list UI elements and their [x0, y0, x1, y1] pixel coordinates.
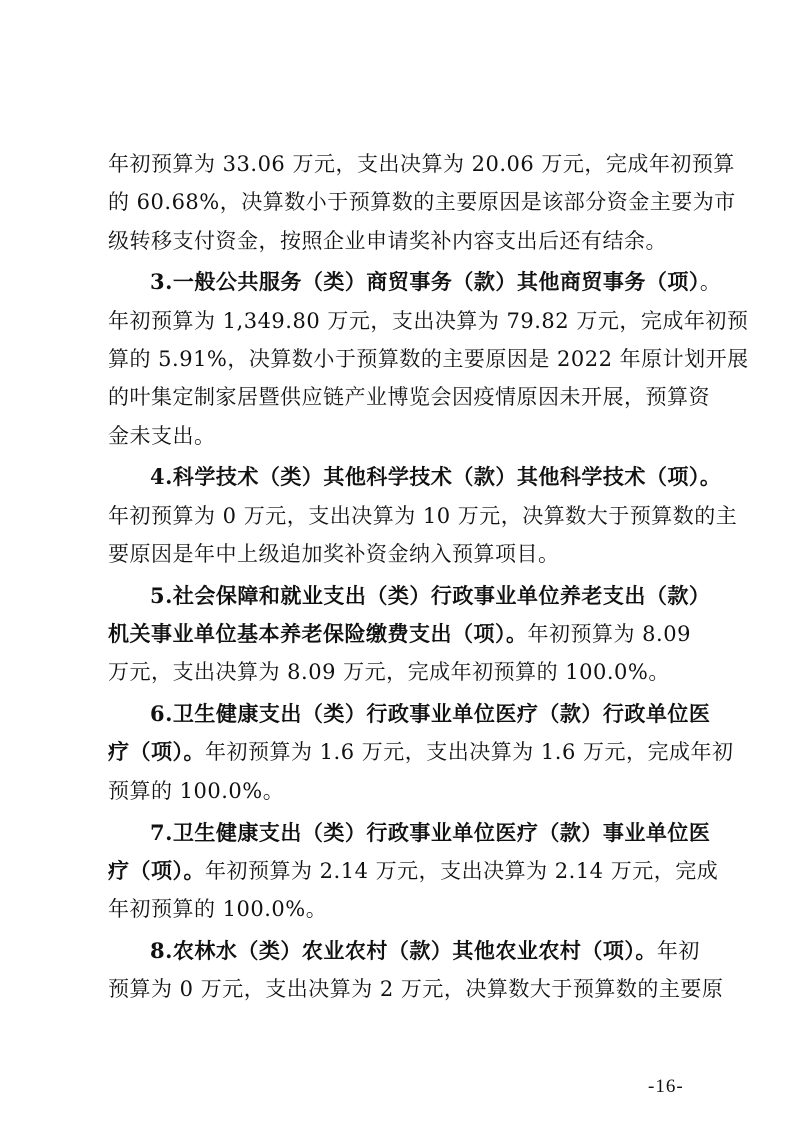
item-heading: 疗（项）。 — [108, 857, 205, 883]
line-text: 要原因是年中上级追加奖补资金纳入预算项目。 — [108, 541, 560, 566]
line-text: 年初预算为 1.6 万元，支出决算为 1.6 万元，完成年初 — [205, 740, 734, 765]
item-heading-line — [108, 615, 692, 653]
paragraph-item-4 — [108, 458, 738, 573]
line-text: 。 — [699, 270, 722, 295]
item-heading-line — [108, 458, 722, 496]
text-line — [108, 772, 692, 810]
item-heading-line — [108, 814, 711, 852]
line-text: 预算的 100.0%。 — [108, 778, 285, 803]
item-heading: 5.社会保障和就业支出（类）行政事业单位养老支出（款） — [150, 582, 711, 608]
line-text: 的 60.68%，决算数小于预算数的主要原因是该部分资金主要为市 — [108, 190, 736, 215]
text-line — [108, 535, 692, 573]
item-heading-line — [108, 263, 722, 301]
text-line — [108, 302, 749, 340]
text-line — [108, 340, 749, 378]
paragraph-item-6 — [108, 695, 734, 810]
item-heading: 6.卫生健康支出（类）行政事业单位医疗（款）行政单位医 — [150, 701, 711, 727]
line-text: 的叶集定制家居暨供应链产业博览会因疫情原因未开展，预算资 — [108, 385, 710, 410]
line-text: 算的 5.91%，决算数小于预算数的主要原因是 2022 年原计划开展 — [108, 346, 749, 371]
line-text: 级转移支付资金，按照企业申请奖补内容支出后还有结余。 — [108, 228, 667, 253]
text-line — [108, 183, 736, 221]
text-line — [108, 497, 738, 535]
page-number: -16- — [648, 1076, 684, 1097]
item-heading: 机关事业单位基本养老保险缴费支出（项）。 — [108, 621, 528, 647]
item-heading-line — [108, 852, 719, 890]
item-heading: 3.一般公共服务（类）商贸事务（款）其他商贸事务（项） — [150, 269, 700, 295]
item-heading: 7.卫生健康支出（类）行政事业单位医疗（款）事业单位医 — [150, 819, 711, 845]
paragraph-item-5 — [108, 577, 711, 692]
item-heading: 4.科学技术（类）其他科学技术（款）其他科学技术（项）。 — [150, 464, 722, 490]
text-line — [108, 222, 692, 260]
line-text: 年初 — [656, 938, 700, 963]
item-heading: 疗（项）。 — [108, 739, 205, 765]
item-heading-line — [108, 733, 734, 771]
line-text: 年初预算为 33.06 万元，支出决算为 20.06 万元，完成年初预算 — [108, 152, 735, 176]
item-heading: 8.农林水（类）农业农村（款）其他农业农村（项）。 — [150, 937, 657, 963]
text-line — [108, 378, 710, 416]
line-text: 年初预算为 1,349.80 万元，支出决算为 79.82 万元，完成年初预 — [108, 308, 749, 333]
text-line — [108, 970, 724, 1008]
item-heading-line — [108, 577, 711, 615]
text-line — [108, 417, 692, 455]
line-text: 年初预算为 0 万元，支出决算为 10 万元，决算数大于预算数的主 — [108, 503, 738, 528]
line-text: 年初预算为 2.14 万元，支出决算为 2.14 万元，完成 — [205, 858, 719, 883]
document-body — [108, 145, 749, 1009]
paragraph-item-7 — [108, 814, 719, 929]
paragraph-budget-carryover — [108, 145, 736, 260]
item-heading-line — [108, 932, 700, 970]
line-text: 金未支出。 — [108, 423, 216, 448]
paragraph-item-8 — [108, 932, 724, 1009]
line-text: 年初预算的 100.0%。 — [108, 897, 328, 922]
item-heading-line — [108, 695, 711, 733]
line-text: 预算为 0 万元，支出决算为 2 万元，决算数大于预算数的主要原 — [108, 977, 724, 1002]
text-line — [108, 653, 692, 691]
paragraph-item-3 — [108, 263, 749, 454]
line-text: 年初预算为 8.09 — [527, 622, 691, 647]
text-line — [108, 890, 692, 928]
text-line — [108, 145, 735, 183]
line-text: 万元，支出决算为 8.09 万元，完成年初预算的 100.0%。 — [108, 660, 670, 685]
